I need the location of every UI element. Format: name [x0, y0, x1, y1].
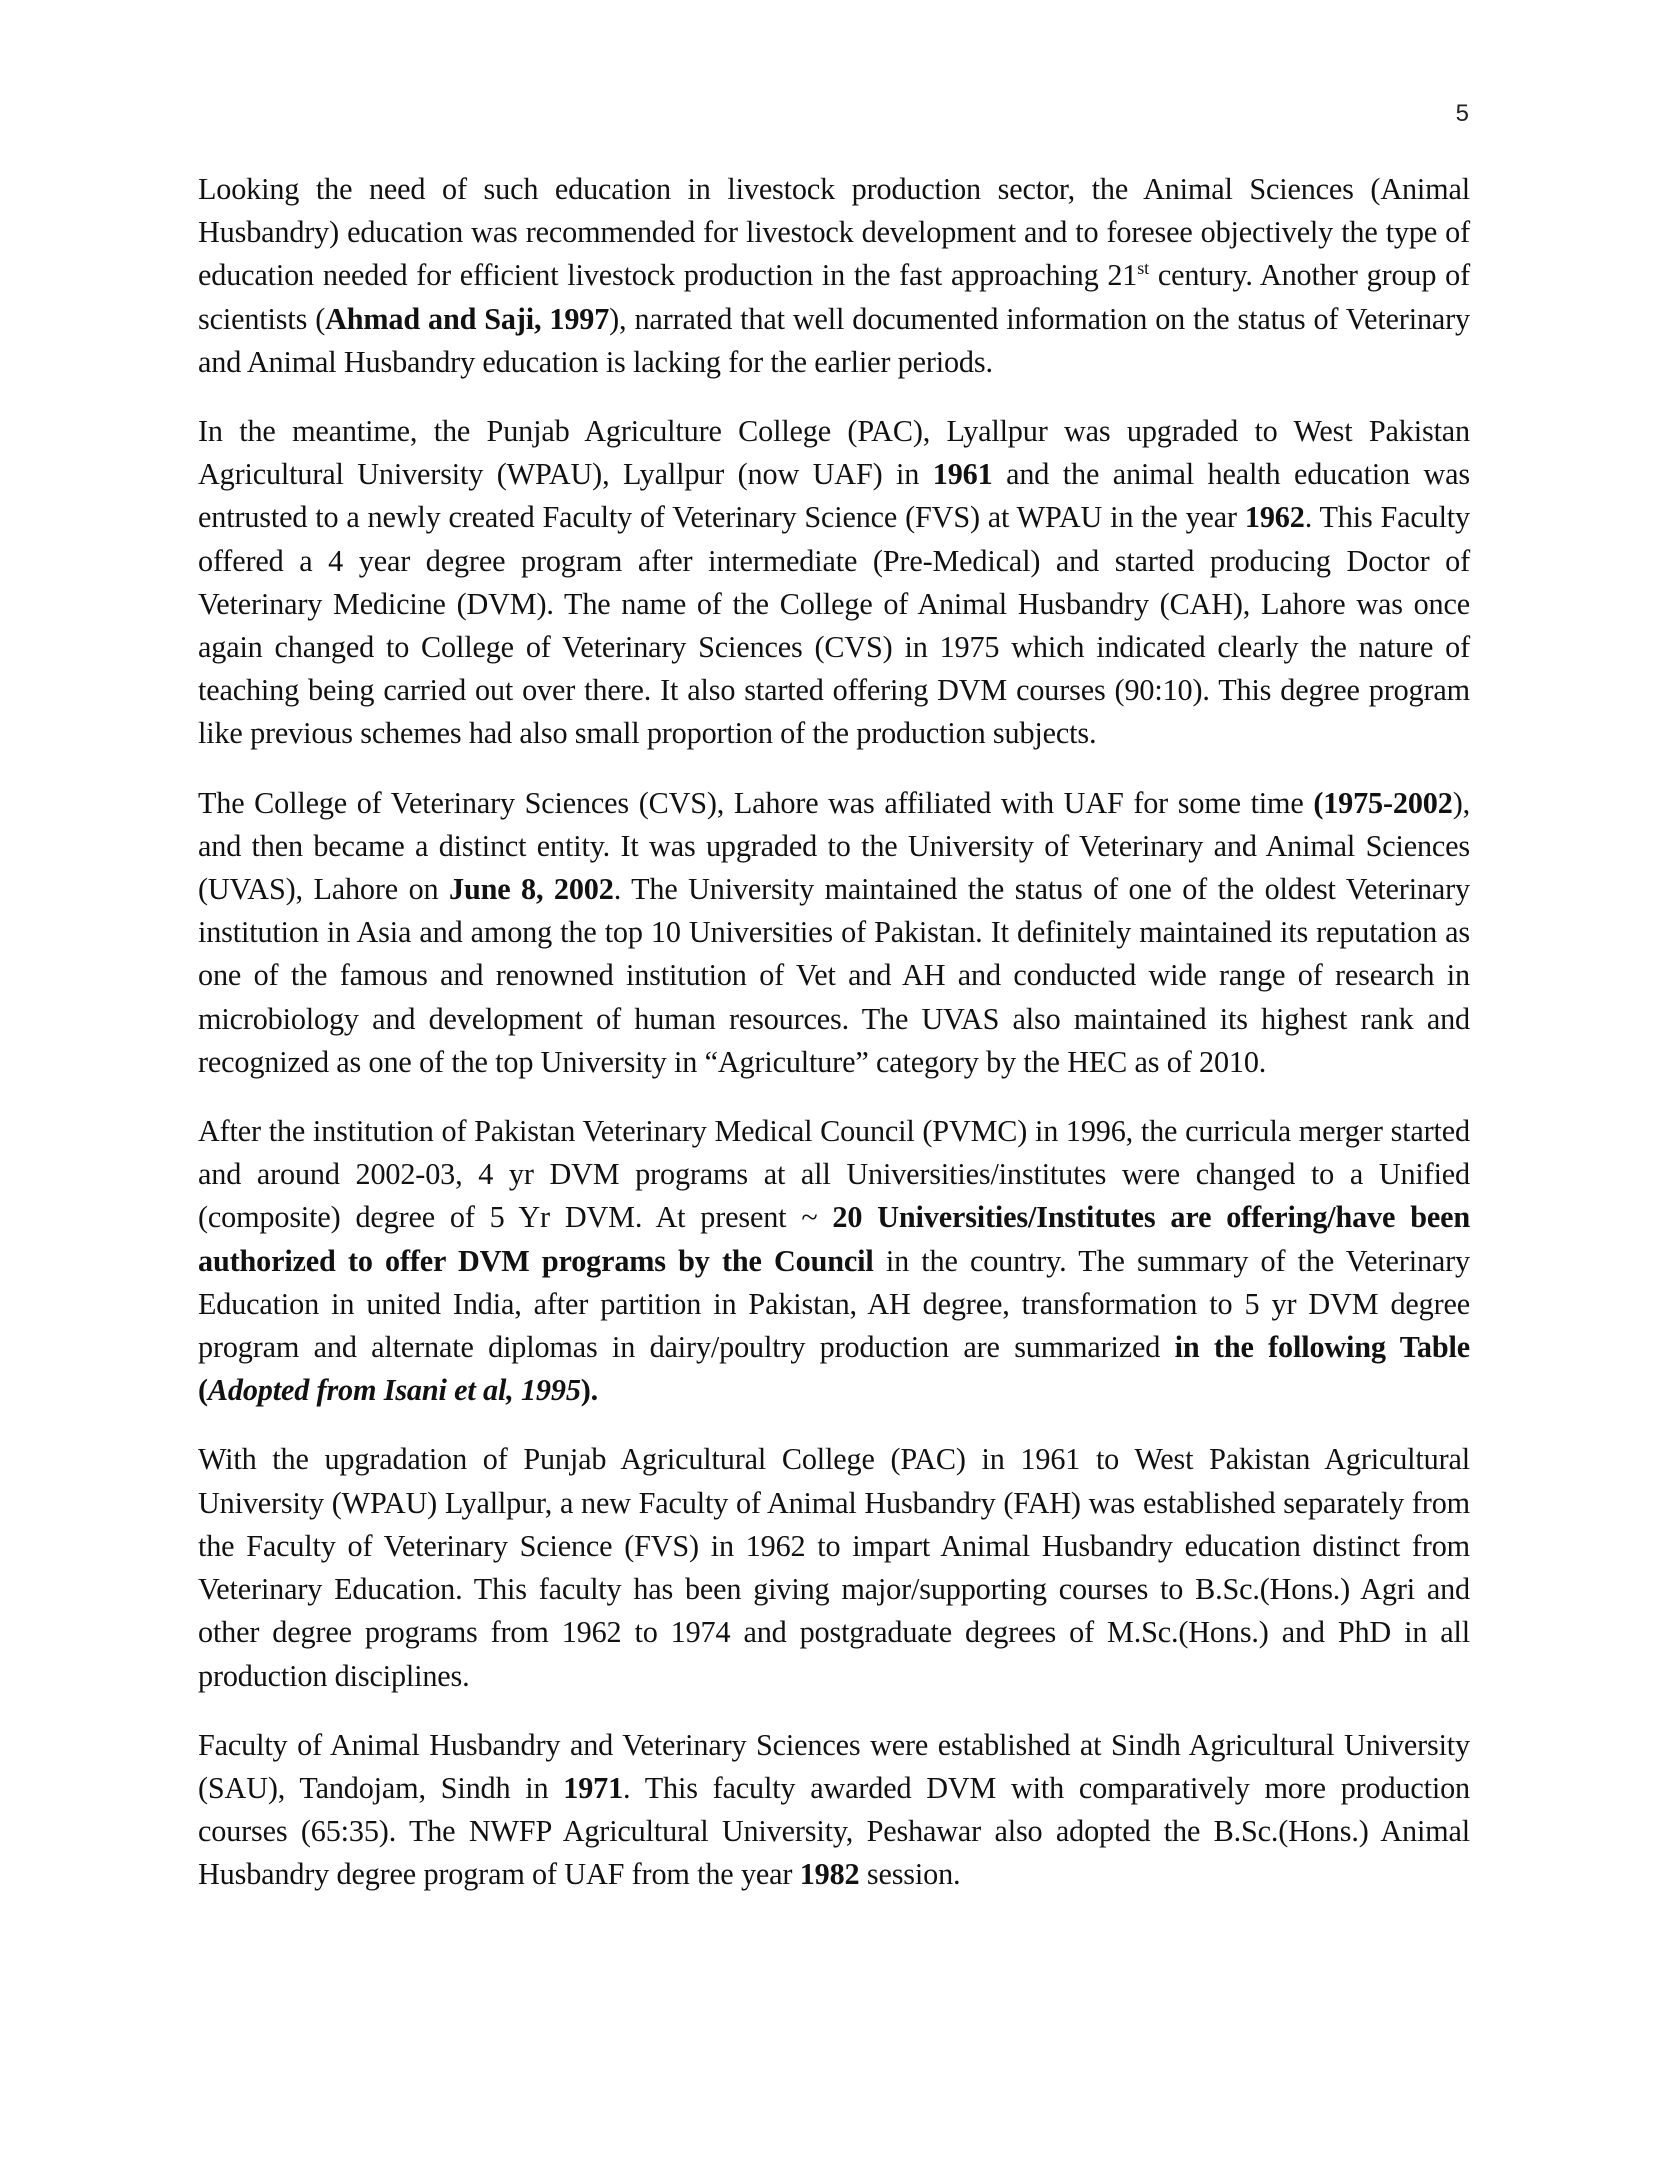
emphasized-text: ).: [580, 1373, 599, 1408]
emphasized-text: 1962: [1244, 500, 1305, 535]
paragraph-faculty-animal-husbandry: With the upgradation of Punjab Agricultural College (PAC) in 1961 to West Pakistan Agricultural University (WPAU) Lyallpur, a new Faculty of Animal Husbandry (FAH) was established separately from the Faculty of Veterinary Science (FVS) in 1962 to impart Animal Husbandry education distinct from Veterinary Education. This faculty has been giving major/supporting courses to B.Sc.(Hons.) Agri and other degree programs from 1962 to 1974 and postgraduate degrees of M.Sc.(Hons.) and PhD in all production disciplines.: [198, 1442, 1470, 1693]
paragraph-wpau-upgrade: In the meantime, the Punjab Agriculture College (PAC), Lyallpur was upgraded to West Pakistan Agricultural University (WPAU), Lyallpur (now UAF) in 1961 and the animal health education was entrusted to a newly created Faculty of Veterinary Science (FVS) at WPAU in the year 1962. This Faculty offered a 4 year degree program after intermediate (Pre-Medical) and started producing Doctor of Veterinary Medicine (DVM). The name of the College of Animal Husbandry (CAH), Lahore was once again changed to College of Veterinary Sciences (CVS) in 1975 which indicated clearly the nature of teaching being carried out over there. It also started offering DVM courses (90:10). This degree program like previous schemes had also small proportion of the production subjects.: [198, 414, 1470, 751]
emphasized-text: 1982: [799, 1857, 860, 1892]
emphasized-text: (1975-2002: [1313, 785, 1453, 820]
paragraph-uvas-history: The College of Veterinary Sciences (CVS), Lahore was affiliated with UAF for some time (1975-2002), and then became a distinct entity. It was upgraded to the University of Veterinary and Animal Sciences (UVAS), Lahore on June 8, 2002. The University maintained the status of one of the oldest Veterinary institution in Asia and among the top 10 Universities of Pakistan. It definitely maintained its reputation as one of the famous and renowned institution of Vet and AH and conducted wide range of research in microbiology and development of human resources. The UVAS also maintained its highest rank and recognized as one of the top University in “Agriculture” category by the HEC as of 2010.: [198, 785, 1470, 1079]
emphasized-text: 1971: [563, 1770, 624, 1805]
emphasized-text: Adopted from Isani et al, 1995: [207, 1373, 581, 1408]
superscript-text: st: [1137, 258, 1150, 279]
emphasized-text: June 8, 2002: [449, 872, 614, 907]
paragraph-need-for-education: Looking the need of such education in livestock production sector, the Animal Sciences (Animal Husbandry) education was recommended for livestock development and to foresee objectively the type of education needed for efficient livestock production in the fast approaching 21st century. Another group of scientists (Ahmad and Saji, 1997), narrated that well documented information on the status of Veterinary and Animal Husbandry education is lacking for the earlier periods.: [198, 172, 1470, 379]
emphasized-text: Ahmad and Saji, 1997: [325, 301, 610, 336]
page-number: 5: [1455, 100, 1469, 127]
emphasized-text: 1961: [932, 457, 993, 492]
paragraph-pvmc-curricula: After the institution of Pakistan Veterinary Medical Council (PVMC) in 1996, the curricula merger started and around 2002-03, 4 yr DVM programs at all Universities/institutes were changed to a Unified (composite) degree of 5 Yr DVM. At present ~ 20 Universities/Institutes are offering/have been authorized to offer DVM programs by the Council in the country. The summary of the Veterinary Education in united India, after partition in Pakistan, AH degree, transformation to 5 yr DVM degree program and alternate diplomas in dairy/poultry production are summarized in the following Table (Adopted from Isani et al, 1995).: [198, 1114, 1471, 1408]
body-text: [198, 168, 1470, 1923]
emphasized-text: in the following Table (: [198, 1330, 1471, 1408]
emphasized-text: 20 Universities/Institutes are offering/have been authorized to offer DVM programs by the Council: [198, 1200, 1470, 1278]
paragraph-sindh-agricultural-university: Faculty of Animal Husbandry and Veterinary Sciences were established at Sindh Agricultural University (SAU), Tandojam, Sindh in 1971. This faculty awarded DVM with comparatively more production courses (65:35). The NWFP Agricultural University, Peshawar also adopted the B.Sc.(Hons.) Animal Husbandry degree program of UAF from the year 1982 session.: [198, 1727, 1470, 1892]
